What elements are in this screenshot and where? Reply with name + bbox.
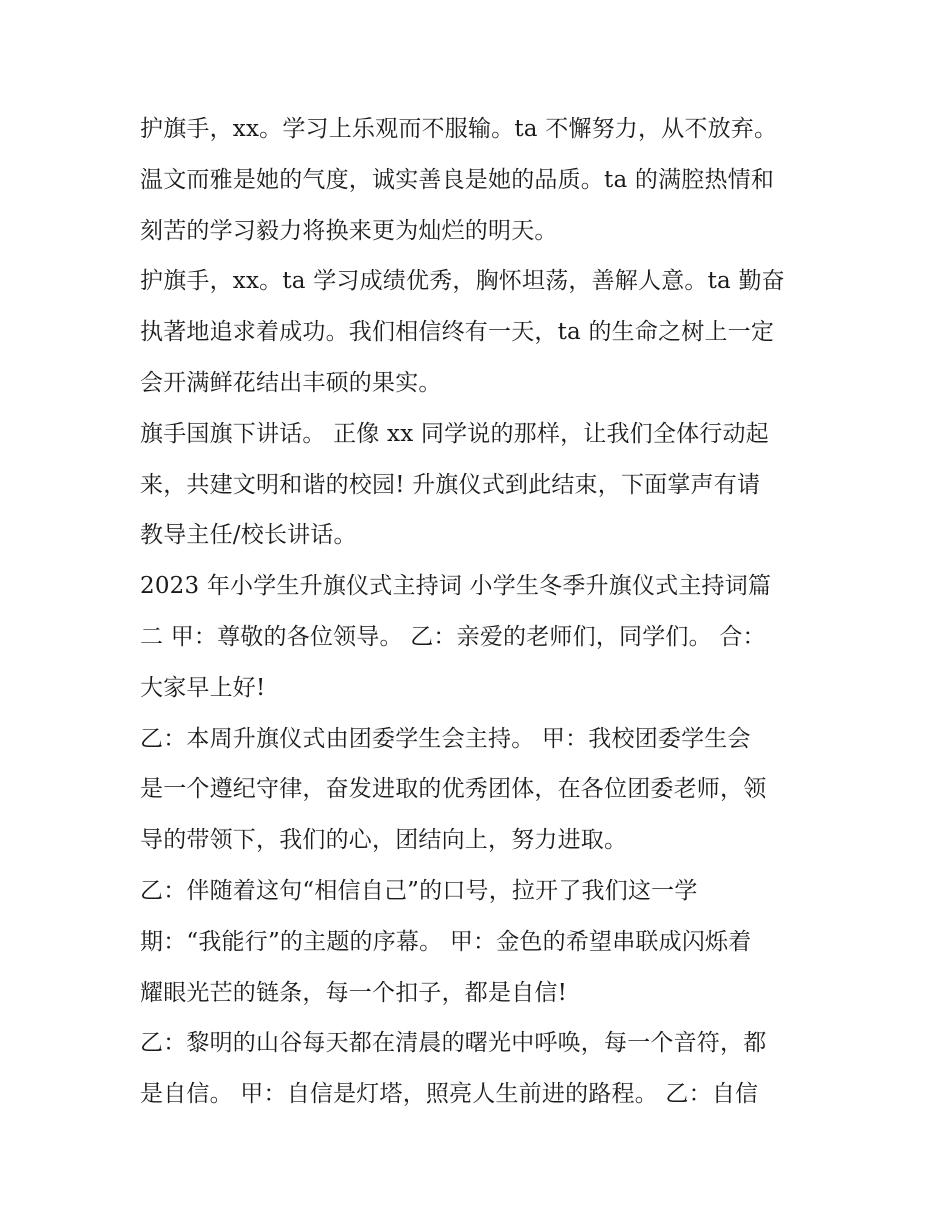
- text-line-15: 导的带领下，我们的心，团结向上，努力进取。: [140, 827, 628, 854]
- text-line-2: 温文而雅是她的气度，诚实善良是她的品质。ta 的满腔热情和: [140, 166, 775, 193]
- text-line-17: 期：“我能行”的主题的序幕。 甲：金色的希望串联成闪烁着: [140, 928, 752, 955]
- text-line-3: 刻苦的学习毅力将换来更为灿烂的明天。: [140, 217, 558, 244]
- text-line-19: 乙：黎明的山谷每天都在清晨的曙光中呼唤，每一个音符，都: [140, 1030, 767, 1057]
- text-line-1: 护旗手，xx。学习上乐观而不服输。ta 不懈努力，从不放弃。: [140, 116, 778, 142]
- text-line-20: 是自信。 甲：自信是灯塔，照亮人生前进的路程。 乙：自信: [140, 1081, 759, 1108]
- text-line-11: 二 甲：尊敬的各位领导。 乙：亲爱的老师们，同学们。 合：: [140, 623, 766, 650]
- text-line-14: 是一个遵纪守律，奋发进取的优秀团体，在各位团委老师，领: [140, 776, 767, 803]
- text-line-9: 教导主任/校长讲话。: [140, 522, 357, 549]
- text-line-6: 会开满鲜花结出丰硕的果实。: [140, 369, 442, 396]
- text-line-18: 耀眼光芒的链条，每一个扣子，都是自信!: [140, 979, 568, 1006]
- text-line-7: 旗手国旗下讲话。 正像 xx 同学说的那样，让我们全体行动起: [140, 420, 769, 447]
- text-line-16: 乙：伴随着这句“相信自己”的口号，拉开了我们这一学: [140, 877, 698, 904]
- text-line-5: 执著地追求着成功。我们相信终有一天，ta 的生命之树上一定: [140, 319, 775, 346]
- text-line-13: 乙：本周升旗仪式由团委学生会主持。 甲：我校团委学生会: [140, 725, 751, 752]
- text-line-10: 2023 年小学生升旗仪式主持词 小学生冬季升旗仪式主持词篇: [140, 573, 772, 600]
- text-line-12: 大家早上好!: [140, 674, 266, 701]
- text-line-8: 来，共建文明和谐的校园! 升旗仪式到此结束，下面掌声有请: [140, 471, 761, 498]
- text-line-4: 护旗手，xx。ta 学习成绩优秀，胸怀坦荡，善解人意。ta 勤奋: [140, 268, 785, 295]
- document-body: [140, 104, 820, 1120]
